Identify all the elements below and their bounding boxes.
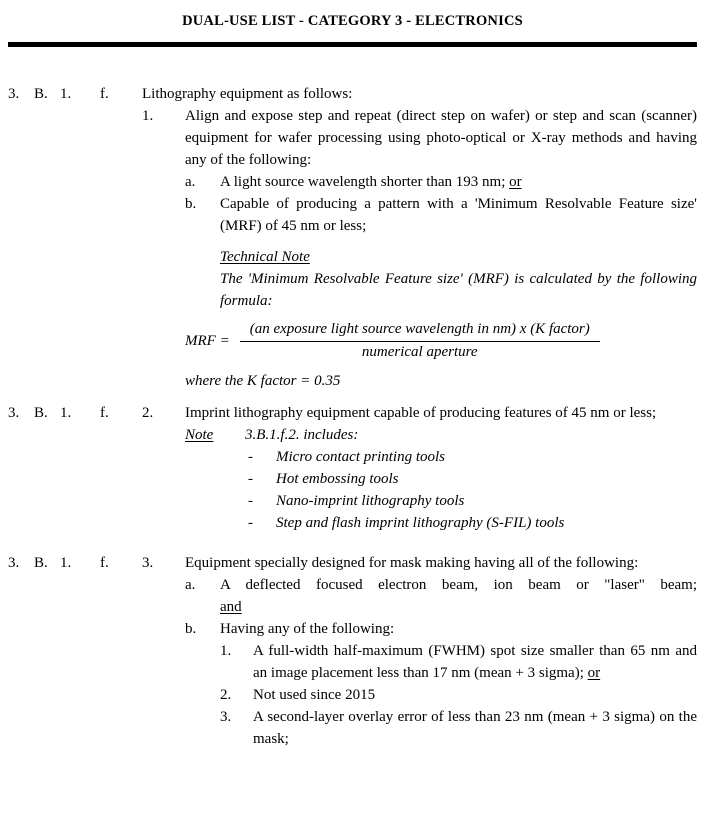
note-list-text: Micro contact printing tools [276, 449, 446, 465]
subclause-3b1-body [253, 640, 697, 684]
subclause-3b3 [220, 706, 697, 750]
clause-1b-body [220, 193, 697, 237]
clause-3b-body [220, 618, 697, 750]
note-list-text: Hot embossing tools [276, 471, 399, 487]
note [185, 424, 697, 534]
formula-where: where the K factor = 0.35 [185, 373, 341, 389]
col-group: B. [34, 86, 48, 102]
formula-numerator: (an exposure light source wavelength in nm) x (K factor) [240, 319, 600, 342]
clause-3b [185, 618, 697, 750]
item-3-marker: 3. [142, 555, 154, 571]
item-3-body [185, 552, 697, 750]
subclause-3b3-body [253, 706, 697, 750]
note-intro: 3.B.1.f.2. includes: [245, 427, 359, 443]
entry-body [142, 83, 697, 392]
col-category: 3. [8, 555, 20, 571]
entry-body [142, 402, 697, 534]
item-1-marker: 1. [142, 108, 154, 124]
underlined-conjunction: or [587, 665, 601, 681]
list-item-3 [142, 552, 697, 750]
col-group: B. [34, 405, 48, 421]
col-group: B. [34, 555, 48, 571]
subclause-3b2-text: Not used since 2015 [253, 687, 376, 703]
subclause-3b2 [220, 684, 697, 706]
entry-body [142, 552, 697, 750]
item-2-marker: 2. [142, 405, 154, 421]
col-subitem: f. [100, 555, 109, 571]
clause-1b-marker: b. [185, 196, 197, 212]
page-title: DUAL-USE LIST - CATEGORY 3 - ELECTRONICS [182, 13, 523, 29]
subclause-3b1 [220, 640, 697, 684]
entry-intro: Lithography equipment as follows: [142, 86, 353, 102]
list-item-1 [142, 105, 697, 392]
formula [185, 319, 697, 363]
clause-1a-body [220, 171, 697, 193]
col-subitem: f. [100, 405, 109, 421]
header-rule [8, 42, 697, 47]
document-body [8, 83, 697, 750]
clause-3b-marker: b. [185, 621, 197, 637]
subclause-3b1-marker: 1. [220, 643, 232, 659]
dash-marker: - [248, 449, 253, 465]
item-1-text: Align and expose step and repeat (direct step on wafer) or step and scan (scanner) equipment for wafer processing using photo-optical or X-ray methods and having any of the following: [185, 108, 697, 168]
col-subitem: f. [100, 86, 109, 102]
entry-3b1f2 [8, 402, 697, 534]
subclause-3b3-marker: 3. [220, 709, 232, 725]
clause-1b-text: Capable of producing a pattern with a 'Minimum Resolvable Feature size' (MRF) of 45 nm or less; [220, 196, 697, 234]
note-list-item [248, 512, 697, 534]
dash-marker: - [248, 493, 253, 509]
subclause-3b2-body [253, 684, 697, 706]
subclause-3b2-marker: 2. [220, 687, 232, 703]
clause-3b-text: Having any of the following: [220, 621, 395, 637]
clause-1b [185, 193, 697, 237]
col-item: 1. [60, 555, 72, 571]
col-category: 3. [8, 86, 20, 102]
technical-note-heading: Technical Note [220, 249, 310, 265]
clause-1a-text: A light source wavelength shorter than 193 nm; [220, 174, 510, 190]
underlined-conjunction: and [220, 599, 242, 615]
clause-3a-marker: a. [185, 577, 196, 593]
note-list-item [248, 490, 697, 512]
item-3-text: Equipment specially designed for mask making having all of the following: [185, 555, 639, 571]
underlined-conjunction: or [509, 174, 522, 190]
dash-marker: - [248, 515, 253, 531]
clause-3a [185, 574, 697, 618]
item-1-body [185, 105, 697, 392]
technical-note-body: The 'Minimum Resolvable Feature size' (MRF) is calculated by the following formula: [220, 271, 697, 309]
entry-3b1f3 [8, 552, 697, 750]
note-list-text: Nano-imprint lithography tools [276, 493, 465, 509]
item-2-body [185, 402, 697, 534]
list-item-2 [142, 402, 697, 534]
clause-1a-marker: a. [185, 174, 196, 190]
page-header [8, 10, 697, 47]
formula-denominator: numerical aperture [361, 344, 478, 360]
formula-fraction [240, 319, 600, 363]
note-list-item [248, 446, 697, 468]
clause-1a [185, 171, 697, 193]
col-category: 3. [8, 405, 20, 421]
entry-3b1f [8, 83, 697, 392]
clause-3a-body [220, 574, 697, 618]
subclause-3b3-text: A second-layer overlay error of less than 23 nm (mean + 3 sigma) on the mask; [253, 709, 697, 747]
subclause-3b1-text: A full-width half-maximum (FWHM) spot size smaller than 65 nm and an image placement less than 17 nm (mean + 3 sigma); [253, 643, 697, 681]
note-list-text: Step and flash imprint lithography (S-FIL) tools [276, 515, 565, 531]
note-content [245, 424, 697, 534]
technical-note [220, 246, 697, 312]
clause-3a-text: A deflected focused electron beam, ion beam or "laser" beam; [220, 577, 697, 593]
col-item: 1. [60, 86, 72, 102]
note-list-item [248, 468, 697, 490]
formula-lhs: MRF = [185, 333, 230, 349]
dash-marker: - [248, 471, 253, 487]
note-label: Note [185, 427, 214, 443]
col-item: 1. [60, 405, 72, 421]
item-2-text: Imprint lithography equipment capable of producing features of 45 nm or less; [185, 405, 657, 421]
